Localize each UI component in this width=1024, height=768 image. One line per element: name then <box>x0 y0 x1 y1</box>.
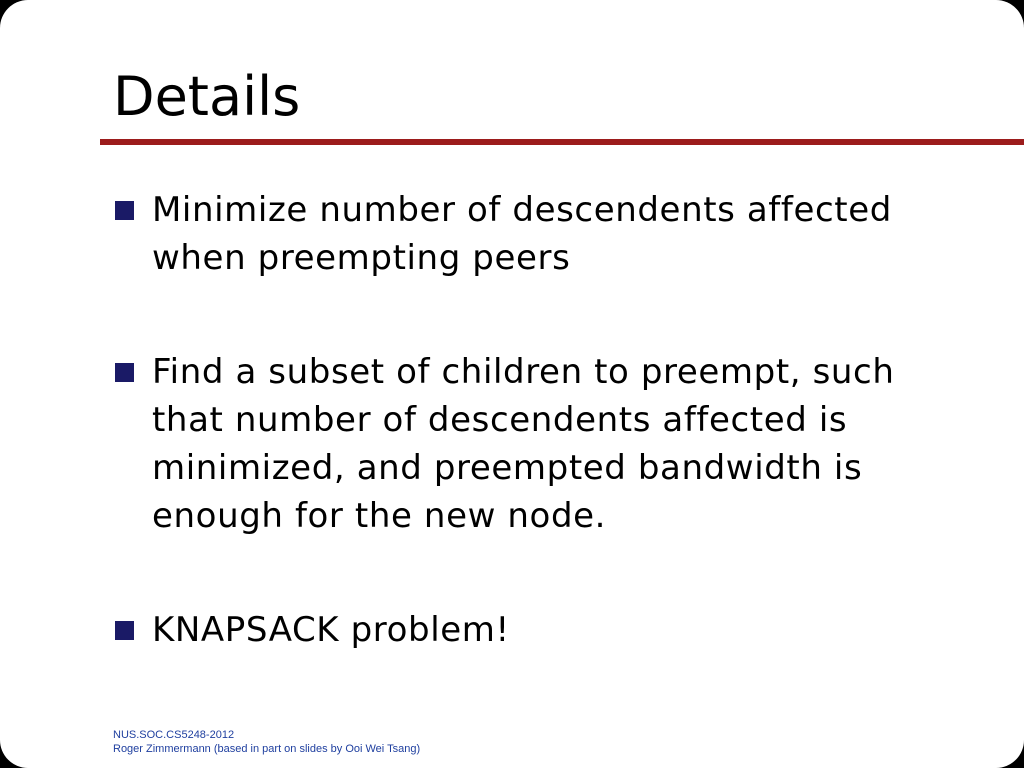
square-bullet-icon <box>115 363 134 382</box>
slide-footer <box>113 728 420 756</box>
footer-author: Roger Zimmermann (based in part on slides by Ooi Wei Tsang) <box>113 743 421 755</box>
bullet-text: Minimize number of descendents affected when preempting peers <box>152 190 892 278</box>
footer-course: NUS.SOC.CS5248-2012 <box>113 729 235 741</box>
bullet-item <box>115 348 955 540</box>
bullet-item <box>115 186 955 282</box>
square-bullet-icon <box>115 621 134 640</box>
bullet-text: Find a subset of children to preempt, such that number of descendents affected is minimized, and preempted bandwidth is enough for the new node. <box>152 352 895 536</box>
title-divider <box>100 139 1024 145</box>
square-bullet-icon <box>115 201 134 220</box>
bullet-text: KNAPSACK problem! <box>152 610 510 650</box>
slide-title: Details <box>113 65 301 128</box>
bullet-list <box>115 186 955 654</box>
bullet-item <box>115 606 955 654</box>
